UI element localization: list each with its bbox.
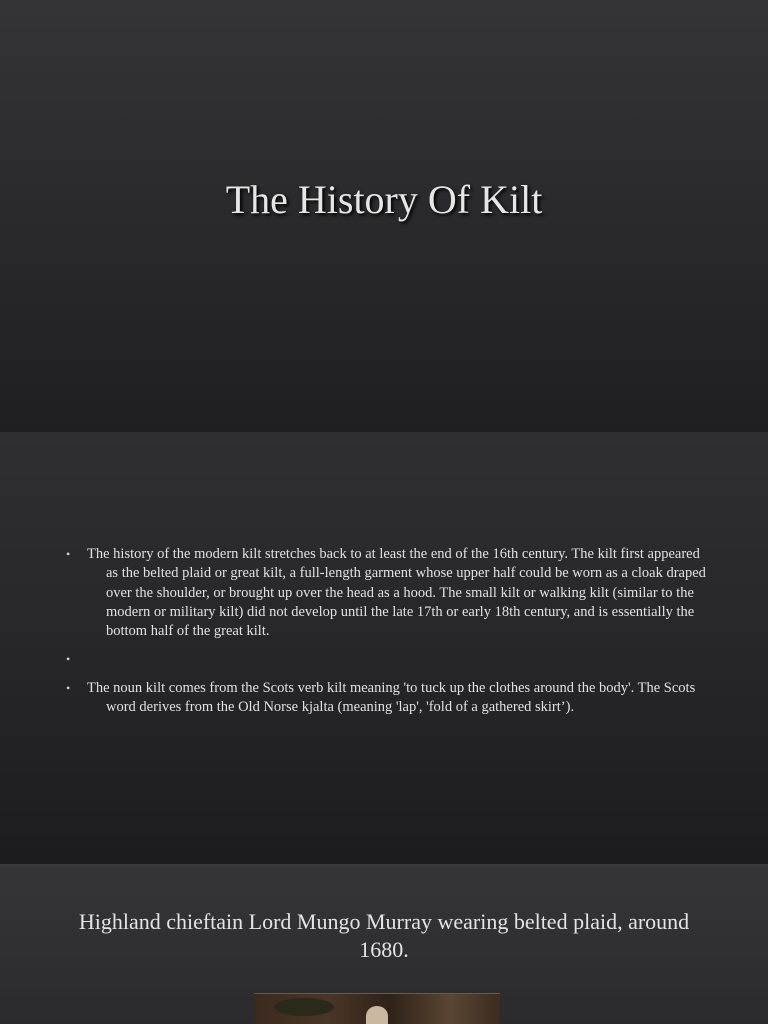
bullet-text: The noun kilt comes from the Scots verb kilt meaning 'to tuck up the clothes around the body'. The Scots word derives from the Old Norse kjalta (meaning 'lap', 'fold of a gathered skirt’). <box>87 679 696 716</box>
painting-foliage <box>274 998 334 1016</box>
slide-title-heading: The History Of Kilt <box>225 177 543 222</box>
painting-figure <box>366 1006 388 1024</box>
bullet-icon: • <box>66 547 71 561</box>
bullet-item <box>66 545 708 641</box>
slide-image-caption <box>0 866 768 1024</box>
slide-title <box>0 0 768 432</box>
slide-content <box>0 432 768 864</box>
bullet-item-empty <box>66 650 708 669</box>
image-caption: Highland chieftain Lord Mungo Murray wearing belted plaid, around 1680. <box>78 909 690 962</box>
bullet-icon: • <box>66 652 71 667</box>
bullet-list <box>66 545 708 717</box>
bullet-text: The history of the modern kilt stretches back to at least the end of the 16th century. The kilt first appeared as the belted plaid or great kilt, a full-length garment whose upper half could be worn as a cloak draped over the shoulder, or brought up over the head as a hood. The small kilt or walking kilt (similar to the modern or military kilt) did not develop until the late 17th or early 18th century, and is essentially the bottom half of the great kilt. <box>87 546 706 640</box>
bullet-item <box>66 679 708 718</box>
bullet-icon: • <box>66 680 71 695</box>
portrait-painting <box>254 993 500 1024</box>
